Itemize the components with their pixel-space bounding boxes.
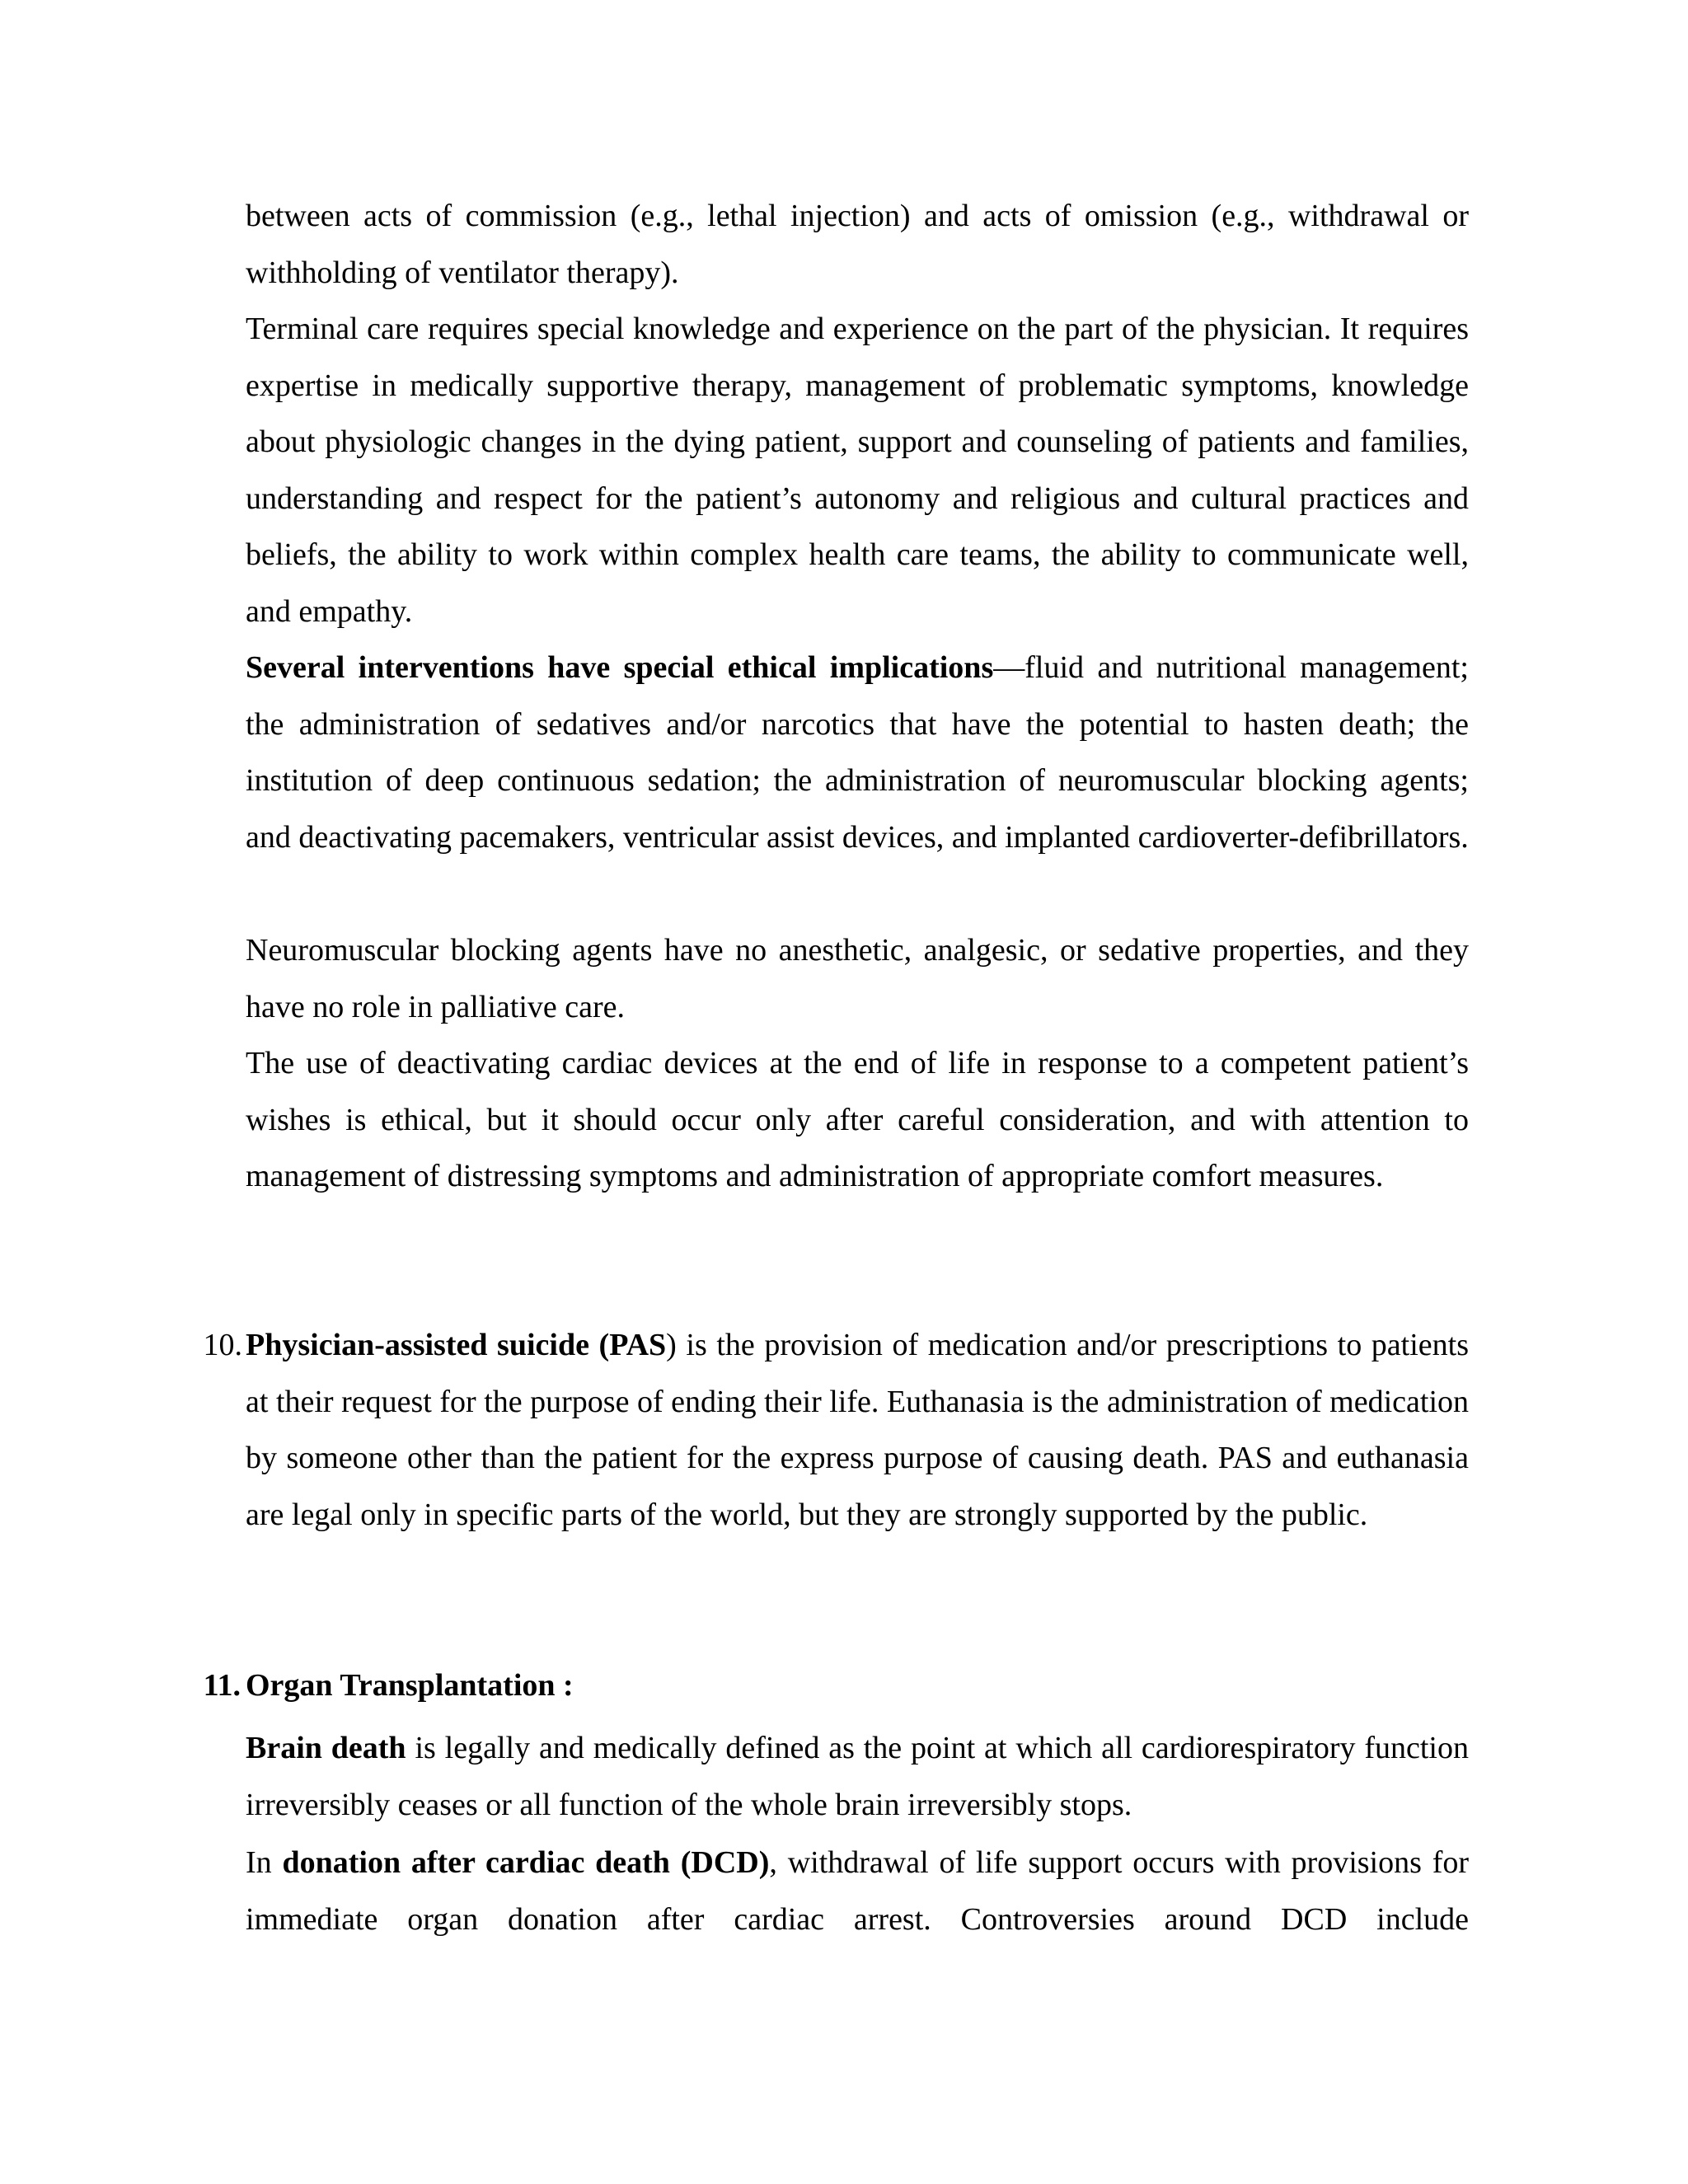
paragraph-text: The use of deactivating cardiac devices at the end of life in response to a competent patient’s wishes is ethical, but it should occur only after careful consideration, and with attention to management of distressing symptoms and administration of appropriate comfort measures. (246, 1046, 1469, 1193)
list-number: 11. (203, 1668, 241, 1703)
paragraph-cardiac-devices (246, 1035, 1469, 1205)
bold-term: Physician-assisted suicide (PAS (246, 1328, 667, 1362)
paragraph-rest: , withdrawal of life support occurs with provisions for immediate organ donation after cardiac arrest. Controversies around DCD include (246, 1845, 1470, 1937)
paragraph-brain-death (246, 1720, 1469, 1833)
paragraph-rest: is legally and medically defined as the point at which all cardiorespiratory function irreversibly ceases or all function of the whole brain irreversibly stops. (246, 1731, 1469, 1822)
paragraph-text: Neuromuscular blocking agents have no anesthetic, analgesic, or sedative properties, and they have no role in palliative care. (246, 933, 1469, 1024)
bold-term: Several interventions have special ethical implications (246, 650, 994, 685)
paragraph-dcd (246, 1835, 1469, 1947)
paragraph-terminal-care (246, 301, 1469, 640)
paragraph-commission-omission (246, 188, 1469, 301)
paragraph-text (246, 1720, 1469, 1833)
paragraph-text (246, 1317, 1469, 1543)
section-heading (246, 1657, 1469, 1714)
paragraph-rest: ) is the provision of medication and/or prescriptions to patients at their request for the purpose of ending their life. Euthanasia is the administration of medication by someone other than the patient for the express purpose of causing death. PAS and euthanasia are legal only in specific parts of the world, but they are strongly supported by the public. (246, 1328, 1469, 1532)
paragraph-neuromuscular-agents (246, 922, 1469, 1035)
paragraph-text (246, 1835, 1469, 1947)
list-number: 10. (203, 1328, 242, 1362)
list-item-physician-assisted-suicide (203, 1317, 1469, 1543)
paragraph-prefix: In (246, 1845, 283, 1880)
heading-text: Organ Transplantation : (246, 1668, 574, 1703)
paragraph-text: Terminal care requires special knowledge and experience on the part of the physician. It requires expertise in medically supportive therapy, management of problematic symptoms, knowledge about physiologic changes in the dying patient, support and counseling of patients and families, understanding and respect for the patient’s autonomy and religious and cultural practices and beliefs, the ability to work within complex health care teams, the ability to communicate well, and empathy. (246, 312, 1469, 629)
paragraph-text: between acts of commission (e.g., lethal injection) and acts of omission (e.g., withdrawal or withholding of ventilator therapy). (246, 199, 1469, 290)
paragraph-text (246, 640, 1469, 865)
list-item-organ-transplantation (203, 1657, 1469, 1714)
bold-term: Brain death (246, 1731, 406, 1765)
paragraph-rest: —fluid and nutritional management; the administration of sedatives and/or narcotics that have the potential to hasten death; the institution of deep continuous sedation; the administration of neuromuscular blocking agents; and deactivating pacemakers, ventricular assist devices, and implanted cardioverter-defibrillators. (246, 650, 1469, 855)
bold-term: donation after cardiac death (DCD) (282, 1845, 770, 1880)
paragraph-ethical-interventions (246, 640, 1469, 865)
